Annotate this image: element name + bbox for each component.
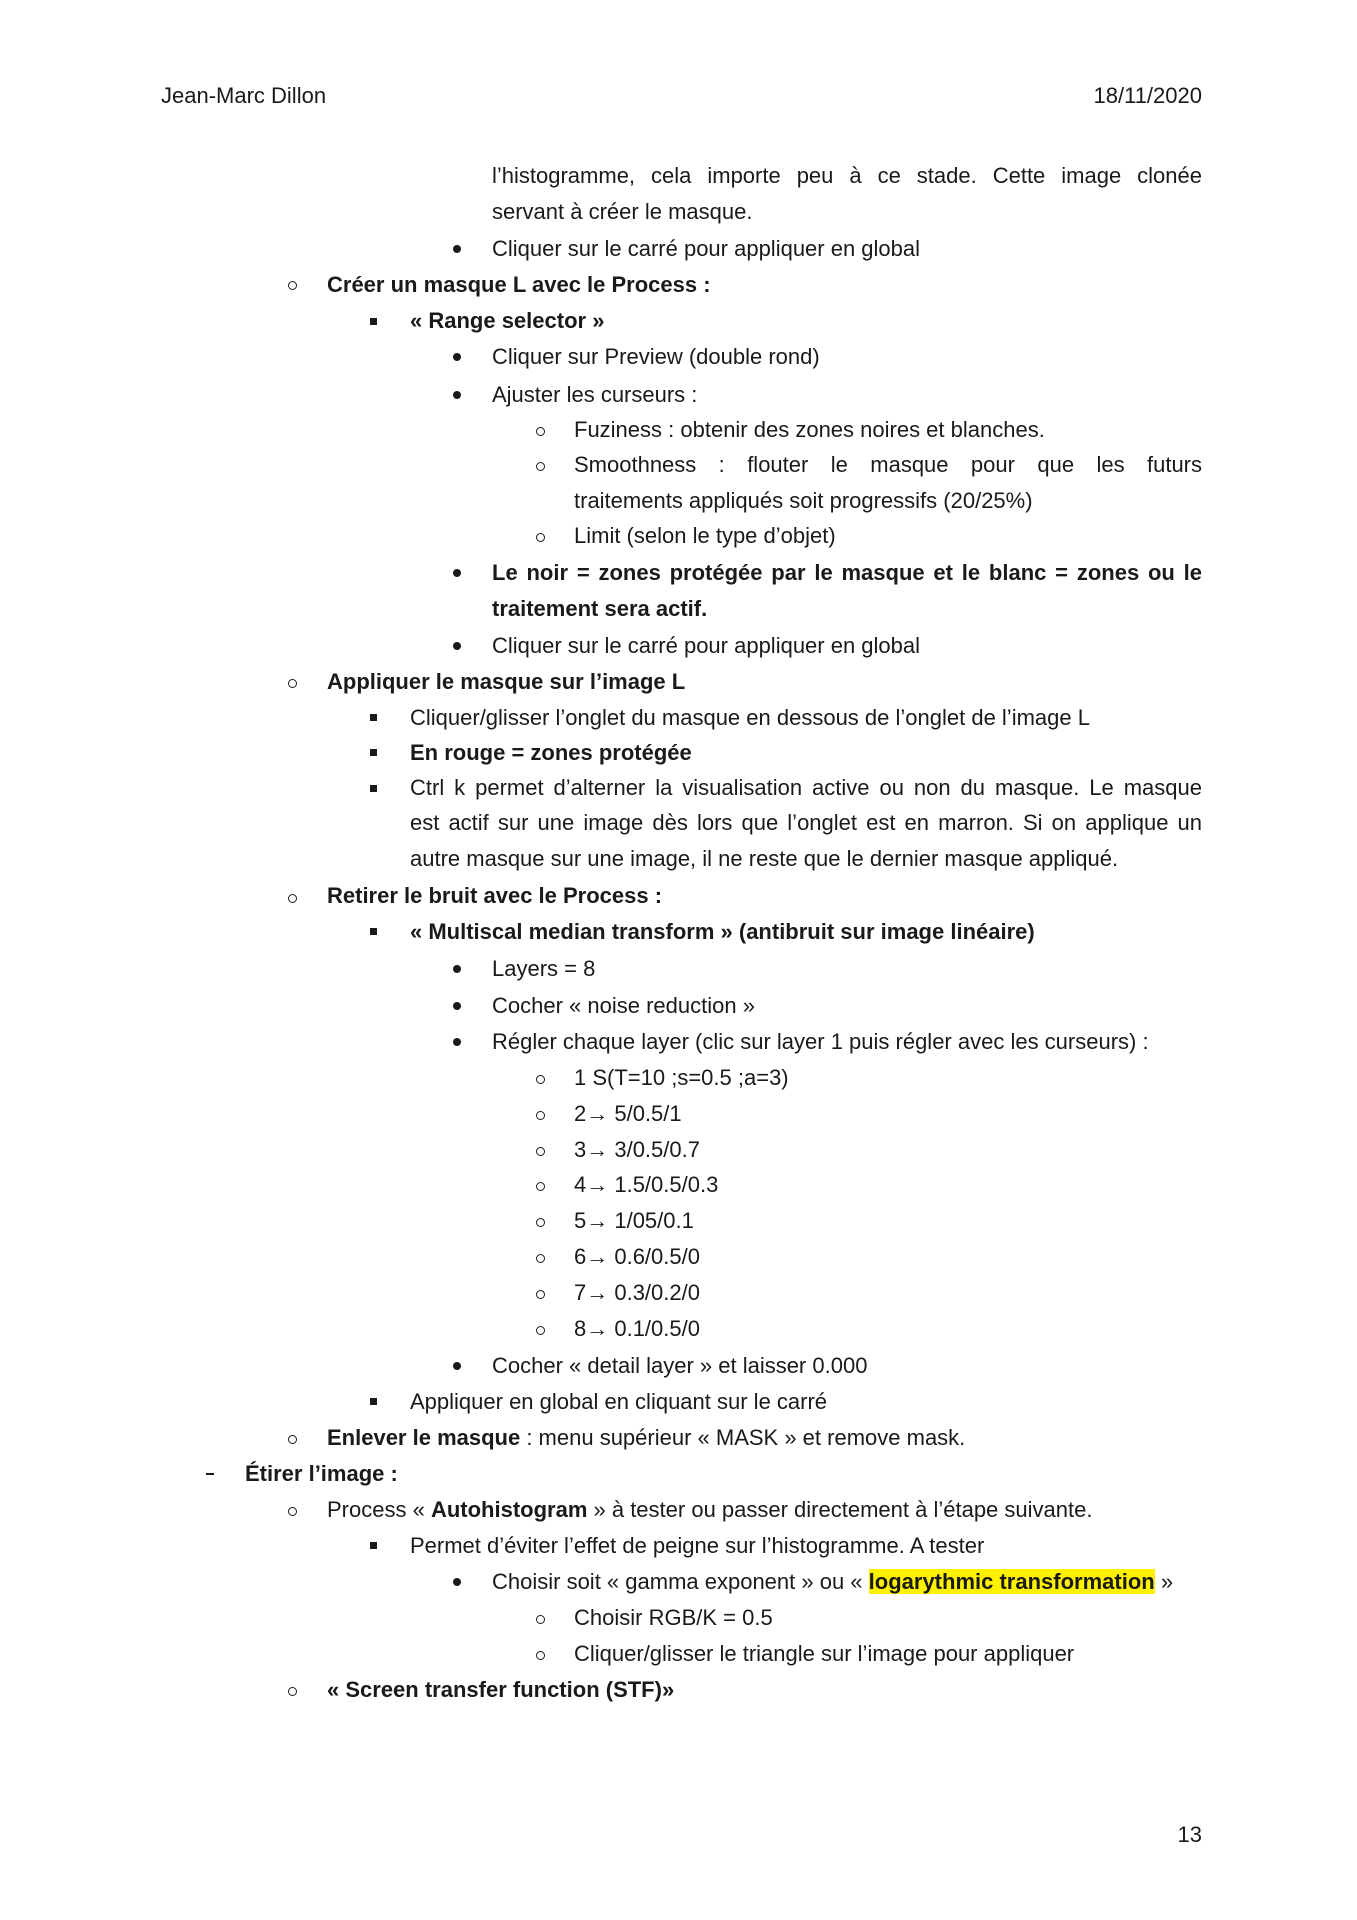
bullet-dot [453,1578,461,1586]
text-line: Régler chaque layer (clic sur layer 1 puis régler avec les curseurs) : [492,1029,1149,1054]
bullet-dot [453,353,461,361]
text-line: est actif sur une image dès lors que l’onglet est en marron. Si on applique un [410,810,1202,835]
text-line: l’histogramme, cela importe peu à ce stade. Cette image clonée [492,163,1202,188]
text-fragment: : menu supérieur « MASK » et remove mask. [520,1425,966,1450]
layer-setting: 3→ 3/0.5/0.7 [574,1137,700,1162]
text-line: Fuziness : obtenir des zones noires et blanches. [574,417,1045,442]
bullet-dot [453,642,461,650]
bullet-square [370,1542,377,1549]
bold-term: Autohistogram [430,1497,588,1522]
bullet-dot [453,245,461,253]
page-header-date: 18/11/2020 [1093,83,1202,108]
bullet-square [370,714,377,721]
section-heading: Créer un masque L avec le Process : [327,272,711,297]
bullet-dot [453,965,461,973]
bullet-dash [206,1473,214,1475]
bullet-dot [453,1002,461,1010]
text-line: Limit (selon le type d’objet) [574,523,836,548]
section-heading: Retirer le bruit avec le Process : [327,883,663,908]
text-line [327,1496,1092,1524]
bullet-circle [536,1182,545,1191]
highlighted-term: logarythmic transformation [868,1569,1155,1594]
bullet-circle [536,1075,545,1084]
layer-setting: 8→ 0.1/0.5/0 [574,1316,700,1341]
bullet-square [370,785,377,792]
text-line: traitements appliqués soit progressifs (20/25%) [574,488,1033,513]
bullet-circle [288,281,297,290]
bullet-square [370,749,377,756]
bullet-circle [536,1615,545,1624]
layer-setting: 5→ 1/05/0.1 [574,1208,694,1233]
bullet-circle [288,1507,297,1516]
text-line: Permet d’éviter l’effet de peigne sur l’histogramme. A tester [410,1533,985,1558]
text-line: Cocher « detail layer » et laisser 0.000 [492,1353,868,1378]
bullet-circle [536,1651,545,1660]
bullet-dot [453,569,461,577]
text-line: Cliquer/glisser l’onglet du masque en dessous de l’onglet de l’image L [410,705,1090,730]
bullet-circle [536,1218,545,1227]
bold-term: Enlever le masque [327,1425,521,1450]
text-line: Cocher « noise reduction » [492,993,755,1018]
bullet-square [370,318,377,325]
layer-setting: 7→ 0.3/0.2/0 [574,1280,700,1305]
text-line: Appliquer en global en cliquant sur le carré [410,1389,828,1414]
text-line: Smoothness : flouter le masque pour que les futurs [574,452,1202,477]
process-name: « Multiscal median transform » (antibruit sur image linéaire) [410,919,1035,944]
section-heading: Appliquer le masque sur l’image L [327,669,686,694]
layer-setting: 6→ 0.6/0.5/0 [574,1244,700,1269]
layer-setting: 1 S(T=10 ;s=0.5 ;a=3) [574,1065,789,1090]
text-line: Cliquer/glisser le triangle sur l’image pour appliquer [574,1641,1075,1666]
bullet-dot [453,1038,461,1046]
bullet-square [370,928,377,935]
text-line: autre masque sur une image, il ne reste que le dernier masque appliqué. [410,846,1119,871]
text-line: servant à créer le masque. [492,199,753,224]
text-line: Cliquer sur le carré pour appliquer en global [492,633,921,658]
text-line: Ajuster les curseurs : [492,382,698,407]
bullet-circle [536,462,545,471]
text-line: Le noir = zones protégée par le masque et le blanc = zones ou le [492,560,1202,585]
text-line: Cliquer sur Preview (double rond) [492,344,820,369]
bullet-circle [536,533,545,542]
layer-setting: 4→ 1.5/0.5/0.3 [574,1172,719,1197]
text-fragment: Process « [327,1497,431,1522]
text-line [492,1568,1173,1596]
bullet-dot [453,391,461,399]
section-heading: Étirer l’image : [245,1461,398,1486]
text-line: Ctrl k permet d’alterner la visualisation active ou non du masque. Le masque [410,775,1202,800]
bullet-circle [536,1147,545,1156]
text-fragment: » [1154,1569,1174,1594]
bullet-dot [453,1362,461,1370]
text-fragment: » à tester ou passer directement à l’étape suivante. [587,1497,1093,1522]
bullet-circle [536,1326,545,1335]
page-number: 13 [1177,1822,1202,1847]
bullet-circle [288,894,297,903]
bullet-square [370,1398,377,1405]
page-header-author: Jean-Marc Dillon [161,83,327,108]
bullet-circle [288,1435,297,1444]
section-heading: « Screen transfer function (STF)» [327,1677,675,1702]
layer-setting: 2→ 5/0.5/1 [574,1101,682,1126]
text-line: En rouge = zones protégée [410,740,692,765]
text-line: Choisir RGB/K = 0.5 [574,1605,773,1630]
text-fragment: Choisir soit « gamma exponent » ou « [492,1569,869,1594]
bullet-circle [536,1290,545,1299]
text-line: Cliquer sur le carré pour appliquer en global [492,236,921,261]
bullet-circle [536,1111,545,1120]
bullet-circle [536,1254,545,1263]
text-line: traitement sera actif. [492,596,708,621]
bullet-circle [536,427,545,436]
text-line: Layers = 8 [492,956,596,981]
bullet-circle [288,679,297,688]
text-line [327,1424,965,1452]
process-name: « Range selector » [410,308,605,333]
bullet-circle [288,1687,297,1696]
